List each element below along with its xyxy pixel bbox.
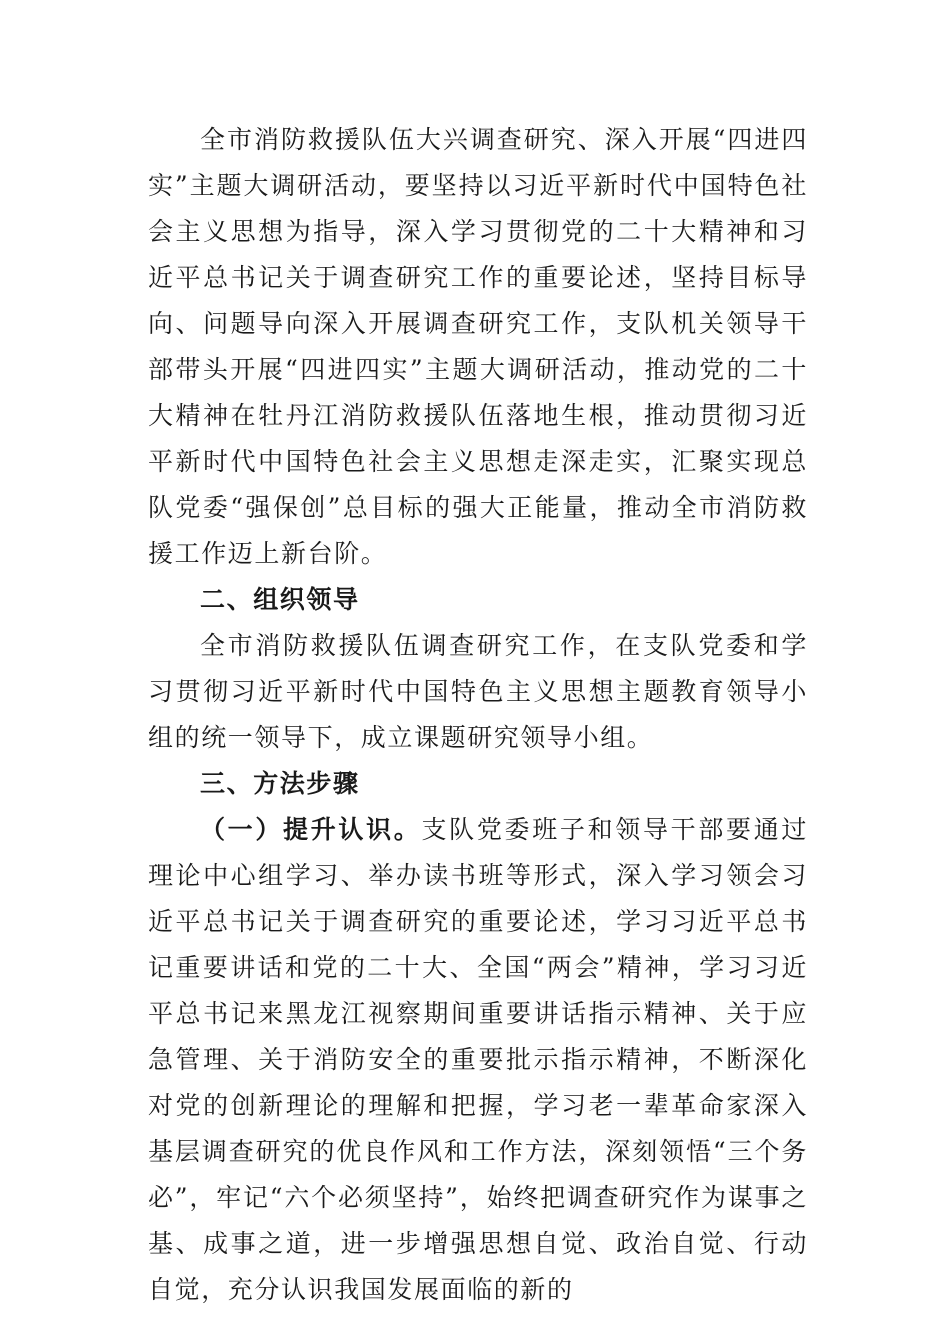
document-body (148, 117, 808, 1313)
intro-paragraph: 全市消防救援队伍大兴调查研究、深入开展“四进四实”主题大调研活动，要坚持以习近平新时代中国特色社会主义思想为指导，深入学习贯彻党的二十大精神和习近平总书记关于调查研究工作的重要论述，坚持目标导向、问题导向深入开展调查研究工作，支队机关领导干部带头开展“四进四实”主题大调研活动，推动党的二十大精神在牡丹江消防救援队伍落地生根，推动贯彻习近平新时代中国特色社会主义思想走深走实，汇聚实现总队党委“强保创”总目标的强大正能量，推动全市消防救援工作迈上新台阶。 (148, 125, 808, 568)
step-one-lead: （一）提升认识。 (200, 815, 422, 844)
section-heading-organization: 二、组织领导 (200, 585, 360, 614)
step-one-paragraph (148, 807, 808, 1313)
step-one-body: 支队党委班子和领导干部要通过理论中心组学习、举办读书班等形式，深入学习领会习近平总书记关于调查研究的重要论述，学习习近平总书记重要讲话和党的二十大、全国“两会”精神，学习习近平总书记来黑龙江视察期间重要讲话指示精神、关于应急管理、关于消防安全的重要批示指示精神，不断深化对党的创新理论的理解和把握，学习老一辈革命家深入基层调查研究的优良作风和工作方法，深刻领悟“三个务必”，牢记“六个必须坚持”，始终把调查研究作为谋事之基、成事之道，进一步增强思想自觉、政治自觉、行动自觉，充分认识我国发展面临的新的 (148, 815, 808, 1304)
organization-paragraph: 全市消防救援队伍调查研究工作，在支队党委和学习贯彻习近平新时代中国特色主义思想主题教育领导小组的统一领导下，成立课题研究领导小组。 (148, 631, 808, 752)
section-heading-methods: 三、方法步骤 (200, 769, 360, 798)
